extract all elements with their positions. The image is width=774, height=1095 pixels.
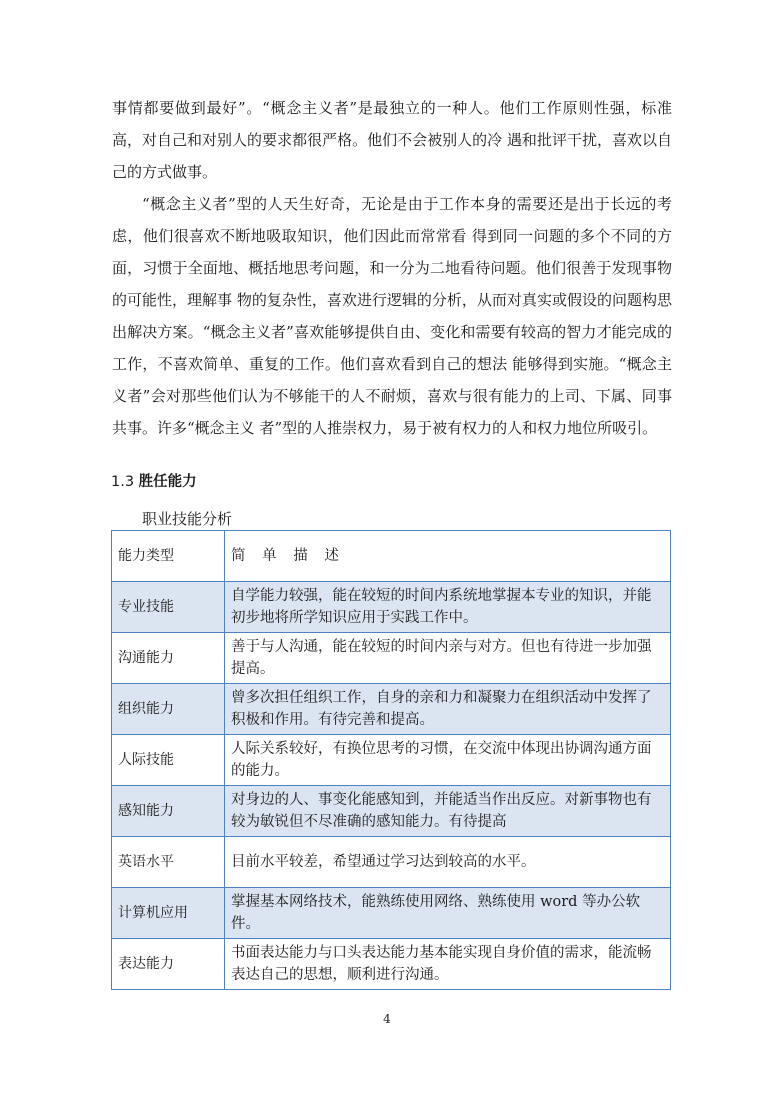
paragraph-1: 事情都要做到最好”。“概念主义者”是最独立的一种人。他们工作原则性强，标准高，对自己和对别人的要求都很严格。他们不会被别人的冷 遇和批评干扰，喜欢以自己的方式做事。 [112,99,672,181]
row-description: 自学能力较强，能在较短的时间内系统地掌握本专业的知识，并能初步地将所学知识应用于实践工作中。 [225,582,671,633]
paragraph-2: “概念主义者”型的人天生好奇，无论是由于工作本身的需要还是出于长远的考虑，他们很喜欢不断地吸取知识，他们因此而常常看 得到同一问题的多个不同的方面，习惯于全面地、概括地思考问题，和一分为二地看待问题。他们很善于发现事物的可能性，理解事 物的复杂性，喜欢进行逻辑的分析，从而对真实或假设的问题构思出解决方案。“概念主义者”喜欢能够提供自由、变化和需要有较高的智力才能完成的工作，不喜欢简单、重复的工作。他们喜欢看到自己的想法 能够得到实施。“概念主义者”会对那些他们认为不够能干的人不耐烦，喜欢与很有能力的上司、下属、同事共事。许多“概念主义 者”型的人推崇权力，易于被有权力的人和权力地位所吸引。 [112,195,672,437]
section-heading [111,470,197,491]
table-row [112,786,671,837]
section-number: 1.3 [111,474,135,490]
row-description: 对身边的人、事变化能感知到，并能适当作出反应。对新事物也有较为敏锐但不尽准确的感知能力。有待提高 [225,786,671,837]
row-description: 善于与人沟通，能在较短的时间内亲与对方。但也有待进一步加强提高。 [225,633,671,684]
row-category: 表达能力 [112,939,225,990]
row-category: 人际技能 [112,735,225,786]
page-number: 4 [383,1012,391,1026]
table-header-row [112,531,671,582]
table-row [112,837,671,888]
row-category: 英语水平 [112,837,225,888]
row-category: 组织能力 [112,684,225,735]
table-row [112,684,671,735]
row-category: 感知能力 [112,786,225,837]
table-row [112,582,671,633]
row-category: 计算机应用 [112,888,225,939]
table-row [112,939,671,990]
table-row [112,633,671,684]
row-description: 目前水平较差，希望通过学习达到较高的水平。 [225,837,671,888]
table-row [112,735,671,786]
skills-table [111,530,671,990]
row-category: 沟通能力 [112,633,225,684]
row-category: 专业技能 [112,582,225,633]
body-text [112,92,672,444]
row-description: 曾多次担任组织工作，自身的亲和力和凝聚力在组织活动中发挥了积极和作用。有待完善和提高。 [225,684,671,735]
section-title: 胜任能力 [138,474,197,490]
header-category: 能力类型 [112,531,225,582]
table-caption: 职业技能分析 [142,510,233,528]
table-row [112,888,671,939]
row-description: 掌握基本网络技术，能熟练使用网络、熟练使用 word 等办公软件。 [225,888,671,939]
header-description: 简 单 描 述 [225,531,671,582]
row-description: 人际关系较好，有换位思考的习惯，在交流中体现出协调沟通方面的能力。 [225,735,671,786]
row-description: 书面表达能力与口头表达能力基本能实现自身价值的需求，能流畅表达自己的思想，顺利进行沟通。 [225,939,671,990]
